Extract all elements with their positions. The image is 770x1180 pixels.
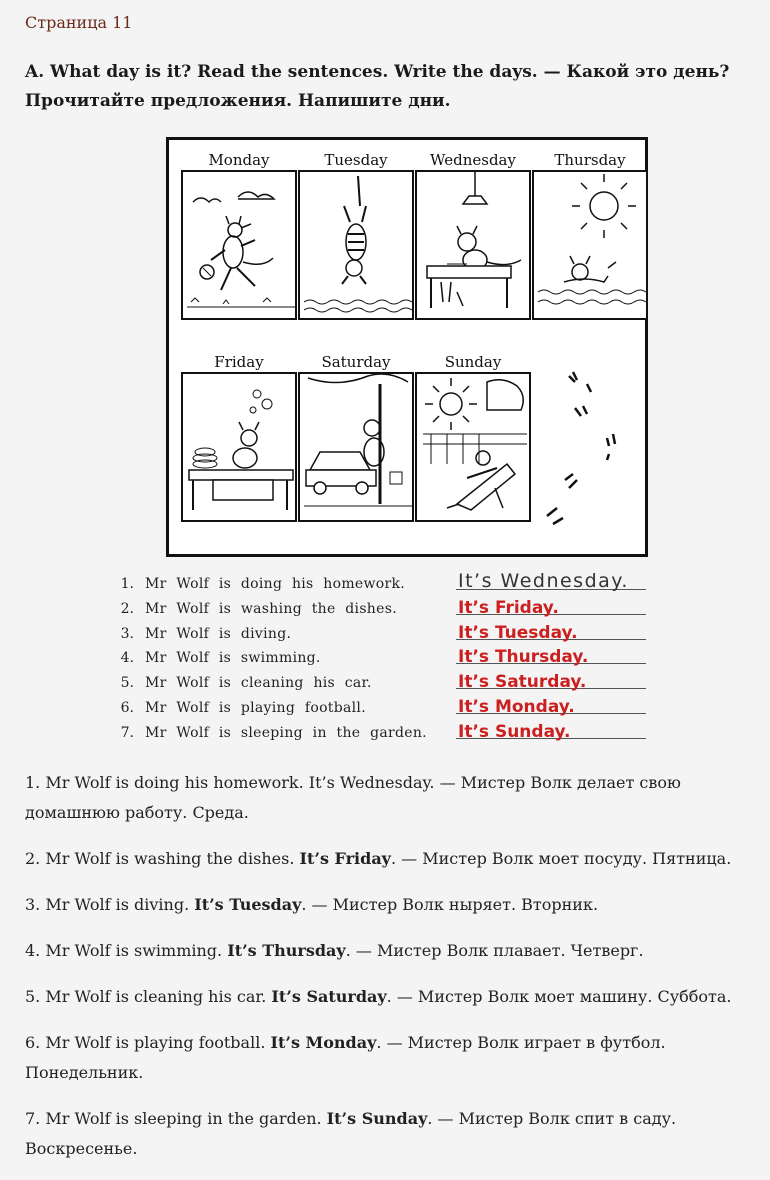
exercise-answer: It’s Tuesday. [458,622,578,643]
answers-list [25,768,745,1180]
exercise-number: 2. [120,600,134,617]
answer-day: It’s Sunday [326,1109,428,1128]
answer-paragraph [25,890,745,920]
football-picture [181,170,297,320]
panel-day-label: Friday [214,353,264,371]
answer-day: It’s Saturday [271,987,387,1006]
exercise-number: 6. [120,699,134,716]
answer-sentence: 3. Mr Wolf is diving. [25,895,195,914]
exercise-sentence: Mr Wolf is sleeping in the garden. [145,724,427,741]
exercise-row [118,646,658,671]
page-label: Страница 11 [25,13,133,32]
exercise-answer: It’s Friday. [458,597,559,618]
answer-translation: . — Мистер Волк играет в футбол. Понедельник. [25,1033,666,1082]
answer-paragraph [25,768,745,828]
answer-sentence: 2. Mr Wolf is washing the dishes. [25,849,300,868]
answer-sentence: 5. Mr Wolf is cleaning his car. [25,987,272,1006]
panel-friday [181,350,297,522]
panel-day-label: Sunday [444,353,502,371]
answer-translation: . — Мистер Волк ныряет. Вторник. [301,895,599,914]
panel-sunday [415,350,531,522]
panel-day-label: Tuesday [324,151,388,169]
footprints-decoration [539,368,639,548]
answer-paragraph [25,1104,745,1164]
exercise-list [118,572,658,746]
answer-paragraph [25,844,745,874]
panel-day-label: Monday [208,151,270,169]
panel-wednesday [415,148,531,320]
answer-paragraph [25,1028,745,1088]
panel-monday [181,148,297,320]
panel-day-label: Thursday [554,151,626,169]
exercise-answer: It’s Thursday. [458,647,589,668]
swimming-picture [532,170,648,320]
exercise-row [118,572,658,597]
exercise-sentence: Mr Wolf is doing his homework. [145,576,406,592]
answer-day: It’s Monday [270,1033,377,1052]
exercise-sentence: Mr Wolf is diving. [145,625,292,642]
diving-picture [298,170,414,320]
answer-sentence: 6. Mr Wolf is playing football. [25,1033,271,1052]
homework-picture [415,170,531,320]
answer-translation: . — Мистер Волк моет посуду. Пятница. [390,849,732,868]
exercise-row [118,597,658,622]
exercise-sentence: Mr Wolf is washing the dishes. [145,600,397,617]
exercise-number: 4. [120,650,134,667]
exercise-answer: It’s Sunday. [458,721,571,742]
answer-translation: . — Мистер Волк плавает. Четверг. [345,941,644,960]
panel-tuesday [298,148,414,320]
answer-sentence: 7. Mr Wolf is sleeping in the garden. [25,1109,327,1128]
exercise-answer: It’s Monday. [458,696,575,717]
exercise-sentence: Mr Wolf is swimming. [145,650,321,667]
exercise-number: 5. [120,675,134,692]
panel-thursday [532,148,648,320]
panel-day-label: Wednesday [430,151,516,169]
exercise-sentence: Mr Wolf is cleaning his car. [145,675,372,692]
answer-sentence: 4. Mr Wolf is swimming. [25,941,228,960]
exercise-answer: It’s Wednesday. [458,570,629,592]
answer-day: It’s Thursday [227,941,346,960]
answer-day: It’s Tuesday [194,895,302,914]
exercise-number: 7. [120,724,134,741]
dishes-picture [181,372,297,522]
answer-sentence: 1. Mr Wolf is doing his homework. It’s Wednesday. [25,773,435,792]
panel-day-label: Saturday [321,353,391,371]
exercise-row [118,671,658,696]
exercise-answer: It’s Saturday. [458,672,587,693]
answer-paragraph [25,982,745,1012]
exercise-number: 3. [120,625,134,642]
garden-picture [415,372,531,522]
answer-paragraph [25,936,745,966]
answer-translation: . — Мистер Волк моет машину. Суббота. [386,987,732,1006]
exercise-row [118,622,658,647]
illustration [166,137,648,557]
panel-saturday [298,350,414,522]
answer-day: It’s Friday [299,849,391,868]
exercise-heading: A. What day is it? Read the sentences. Write the days. — Какой это день? Прочитайте предложения. Напишите дни. [25,62,730,111]
car-picture [298,372,414,522]
exercise-row [118,721,658,746]
exercise-number: 1. [120,576,134,592]
exercise-sentence: Mr Wolf is playing football. [145,699,366,716]
answer-translation: . — Мистер Волк спит в саду. Воскресенье. [25,1109,677,1158]
answer-translation: — Мистер Волк делает свою домашнюю работу. Среда. [25,773,681,822]
exercise-row [118,696,658,721]
